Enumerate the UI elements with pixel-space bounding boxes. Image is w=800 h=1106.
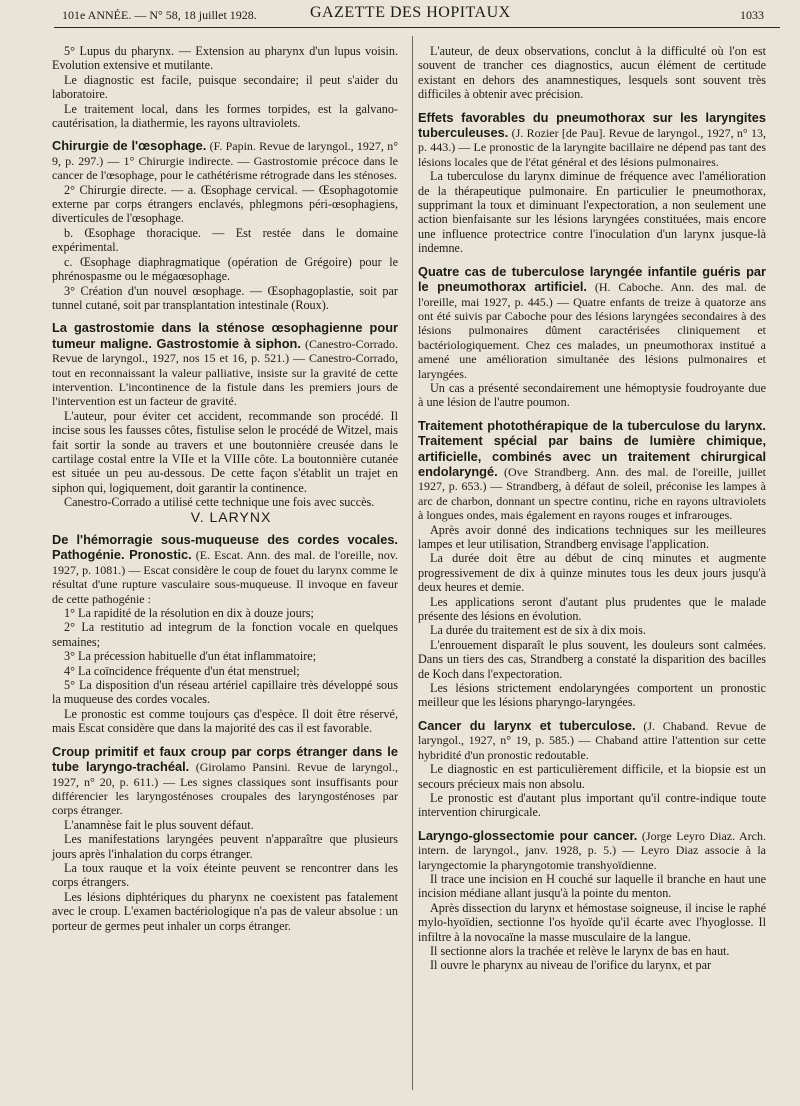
paragraph: Canestro-Corrado a utilisé cette technique une fois avec succès. [64, 495, 375, 510]
paragraph: c. Œsophage diaphragmatique (opération de Grégoire) pour le phrénospasme ou le mégaœsophage. [52, 254, 398, 284]
paragraph: La toux rauque et la voix éteinte peuvent se rencontrer dans les corps étrangers. [52, 860, 398, 890]
article-title: Cancer du larynx et tuberculose. [418, 717, 636, 733]
paragraph: Il trace une incision en H couché sur laquelle il branche en haut une incision médiane allant jusqu'à la pointe du menton. [418, 871, 766, 901]
article-oesophage [52, 138, 398, 182]
article-title: Laryngo-glossectomie pour cancer. [418, 827, 638, 843]
paragraph: Le diagnostic est facile, puisque secondaire; il peut s'aider du laboratoire. [52, 72, 398, 102]
paragraph: L'auteur, pour éviter cet accident, recommande son procédé. Il incise sous les fausses côtes, fistulise selon le procédé de Witzel, mais fait sortir la sonde au travers et une boutonnière creusée dans le cartilage costal entre la VIIe et la VIIIe côte. La boutonnière cutanée est située un peu au-dessous. De cette façon s'établit un trajet en siphon qui, logiquement, doit garantir la continence. [52, 408, 398, 495]
article-gastrostomie [52, 320, 398, 408]
paragraph: b. Œsophage thoracique. — Est restée dans le domaine expérimental. [52, 225, 398, 255]
right-column [418, 44, 766, 973]
paragraph: L'auteur, de deux observations, conclut à la difficulté où l'on est souvent de trancher ces diagnostics, aucun élément de certitude existant en dehors des anamnestiques, lesquels sont souvent très difficiles à obtenir avec précision. [418, 44, 766, 102]
paragraph: 3° Création d'un nouvel œsophage. — Œsophagoplastie, soit par tunnel cutané, soit par transplantation intestinale (Roux). [52, 283, 398, 312]
paragraph: Les lésions diphtériques du pharynx ne coexistent pas fatalement avec le croup. L'examen bactériologique n'a pas de valeur absolue : un porteur de germes peut inhaler un corps étranger. [52, 889, 398, 933]
list-item: 2° La restitutio ad integrum de la fonction vocale en quelques semaines; [52, 620, 398, 649]
article-body: (H. Caboche. Ann. des mal. de l'oreille, mai 1927, p. 445.) — Quatre enfants de treize à quatorze ans ont été suivis par Caboche pour des lésions laryngées secondaires à des lésions pulmonaires dûment caractérisées cliniquement et bactériologiquement. Chez ces malades, un pneumothorax institué a amené une amélioration simultanée des lésions pulmonaires et laryngées. [418, 280, 767, 381]
paragraph: Après dissection du larynx et hémostase soigneuse, il incise le raphé mylo-hyoïdien, sectionne l'os hyoïde qu'il écarte avec l'hyoglosse. Il infiltre à la novocaïne la masse musculaire de la langue. [418, 900, 766, 944]
article-body: (J. Rozier [de Pau]. Revue de laryngol., 1927, n° 13, p. 443.) — Le pronostic de la laryngite bacillaire ne dépend pas tant des lésions locales que de l'état général et des lésions pulmonaires. [418, 126, 767, 169]
page-number: 1033 [740, 8, 764, 22]
article-croup [52, 744, 398, 818]
list-item: 4° La coïncidence fréquente d'un état menstruel; [64, 663, 300, 678]
header-rule [54, 27, 780, 28]
paragraph: Le pronostic est d'autant plus important qu'il contre-indique toute intervention chirurgicale. [418, 790, 766, 820]
article-title: Quatre cas de tuberculose laryngée infantile guéris par le pneumothorax artificiel. [418, 263, 766, 295]
paragraph: Un cas a présenté secondairement une hémoptysie foudroyante due à une lésion de l'autre poumon. [418, 380, 766, 410]
paragraph: Les applications seront d'autant plus prudentes que le malade présente des lésions en évolution. [418, 594, 766, 624]
article-cancer-larynx [418, 718, 766, 762]
paragraph: Les lésions strictement endolaryngées comportent un pronostic meilleur que les lésions pharyngo-laryngées. [418, 681, 766, 710]
article-laryngo-glossectomie [418, 828, 766, 872]
section-heading: V. LARYNX [190, 508, 272, 525]
paragraph: Il ouvre le pharynx au niveau de l'orifice du larynx, et par [430, 958, 712, 973]
article-title: Chirurgie de l'œsophage. [52, 138, 207, 154]
article-phototherapie [418, 418, 766, 523]
article-title: La gastrostomie dans la sténose œsophagienne pour tumeur maligne. Gastrostomie à siphon. [52, 320, 398, 351]
paragraph: L'enrouement disparaît le plus souvent, les douleurs sont calmées. Dans un tiers des cas, Strandberg a constaté la disparition des bacilles de Koch dans l'expectoration. [418, 637, 766, 681]
left-column [52, 44, 398, 933]
article-body: (Ove Strandberg. Ann. des mal. de l'oreille, juillet 1927, p. 653.) — Strandberg, à défaut de soleil, préconise les lampes à arc de charbon, donnant un spectre continu, riche en rayons ultraviolets à longues ondes, mais également en rayons rouges et infrarouges. [418, 464, 767, 523]
paragraph: 5° Lupus du pharynx. — Extension au pharynx d'un lupus voisin. Evolution extensive et mutilante. [52, 44, 398, 73]
article-body: (F. Papin. Revue de laryngol., 1927, n° 9, p. 297.) — 1° Chirurgie indirecte. — Gastrostomie précoce dans le cancer de l'œsophage, pour le cathétérisme rétrograde dans les sténoses. [52, 139, 398, 183]
article-title: Traitement photothérapique de la tuberculose du larynx. Traitement spécial par bains de lumière chimique, artificielle, combinés avec un traitement chirurgical endolaryngé. [418, 417, 766, 479]
list-item: 3° La précession habituelle d'un état inflammatoire; [64, 649, 317, 664]
article-hemorragie [52, 532, 398, 606]
paragraph: Le traitement local, dans les formes torpides, est la galvano-cautérisation, la diathermie, les rayons ultraviolets. [52, 101, 398, 131]
column-divider [412, 36, 413, 1090]
article-title: De l'hémorragie sous-muqueuse des cordes vocales. Pathogénie. Pronostic. [52, 532, 398, 563]
journal-title: GAZETTE DES HOPITAUX [310, 4, 511, 21]
paragraph: 2° Chirurgie directe. — a. Œsophage cervical. — Œsophagotomie externe par corps étrangers enclavés, phlegmons péri-œsophagiens, diverticules de l'œsophage. [52, 182, 398, 226]
paragraph: Après avoir donné des indications techniques sur les meilleures lampes et leur utilisation, Strandberg envisage l'application. [418, 522, 766, 551]
paragraph: La durée doit être au début de cinq minutes et augmente progressivement de dix à quinze minutes tous les deux jours jusqu'à deux heures et demie. [418, 551, 766, 595]
article-body: (J. Chaband. Revue de laryngol., 1927, n° 19, p. 585.) — Chaband attire l'attention sur cette hybridité d'un pronostic redoutable. [418, 718, 766, 762]
list-item: 5° La disposition d'un réseau artériel capillaire très développé sous la muqueuse des cordes vocales. [52, 678, 398, 707]
issue-line: 101e ANNÉE. — N° 58, 18 juillet 1928. [62, 8, 257, 22]
article-body: (Girolamo Pansini. Revue de laryngol., 1927, n° 20, p. 611.) — Les signes classiques sont insuffisants pour différencier les laryngosténoses croupales des laryngosténoses par corps étranger. [52, 760, 399, 818]
article-title: Croup primitif et faux croup par corps étranger dans le tube laryngo-trachéal. [52, 743, 398, 775]
article-pneumothorax [418, 110, 766, 170]
article-body: (Jorge Leyro Diaz. Arch. intern. de laryngol., janv. 1928, p. 5.) — Leyro Diaz associe à la laryngectomie la pharyngotomie transhyoïdienne. [418, 828, 767, 872]
page-header [0, 0, 800, 34]
article-tuberculose-infantile [418, 264, 766, 381]
paragraph: Les manifestations laryngées peuvent n'apparaître que plusieurs jours après l'inhalation du corps étranger. [52, 832, 398, 861]
article-body: (Canestro-Corrado. Revue de laryngol., 1927, nos 15 et 16, p. 521.) — Canestro-Corrado, tout en reconnaissant la valeur palliative, insiste sur la gravité de cette intervention. L'incontinence de la fistule dans les premiers jours de l'intervention est un facteur de gravité. [52, 336, 399, 409]
paragraph: L'anamnèse fait le plus souvent défaut. [64, 817, 254, 832]
article-title: Effets favorables du pneumothorax sur les laryngites tuberculeuses. [418, 109, 766, 141]
article-body: (E. Escat. Ann. des mal. de l'oreille, nov. 1927, p. 1081.) — Escat considère le coup de fouet du larynx comme le résultat d'une rupture vasculaire sous-muqueuse. Il invoque en faveur de cette pathogénie : [52, 548, 399, 606]
paragraph: La tuberculose du larynx diminue de fréquence avec l'amélioration de la thérapeutique pulmonaire. En particulier le pneumothorax, supprimant la toux et diminuant l'expectoration, a non seulement une action bienfaisante sur les lésions laryngées constituées, mais encore une influence protectrice contre l'inoculation d'un larynx jusque-là indemne. [418, 169, 766, 256]
paragraph: Il sectionne alors la trachée et relève le larynx de bas en haut. [430, 943, 730, 958]
paragraph: La durée du traitement est de six à dix mois. [430, 623, 646, 638]
paragraph: Le pronostic est comme toujours ças d'espèce. Il doit être réservé, mais Escat considère que dans la majorité des cas il est favorable. [52, 706, 398, 736]
list-item: 1° La rapidité de la résolution en dix à douze jours; [64, 606, 314, 621]
paragraph: Le diagnostic en est particulièrement difficile, et la biopsie est un secours précieux mais non absolu. [418, 762, 766, 791]
